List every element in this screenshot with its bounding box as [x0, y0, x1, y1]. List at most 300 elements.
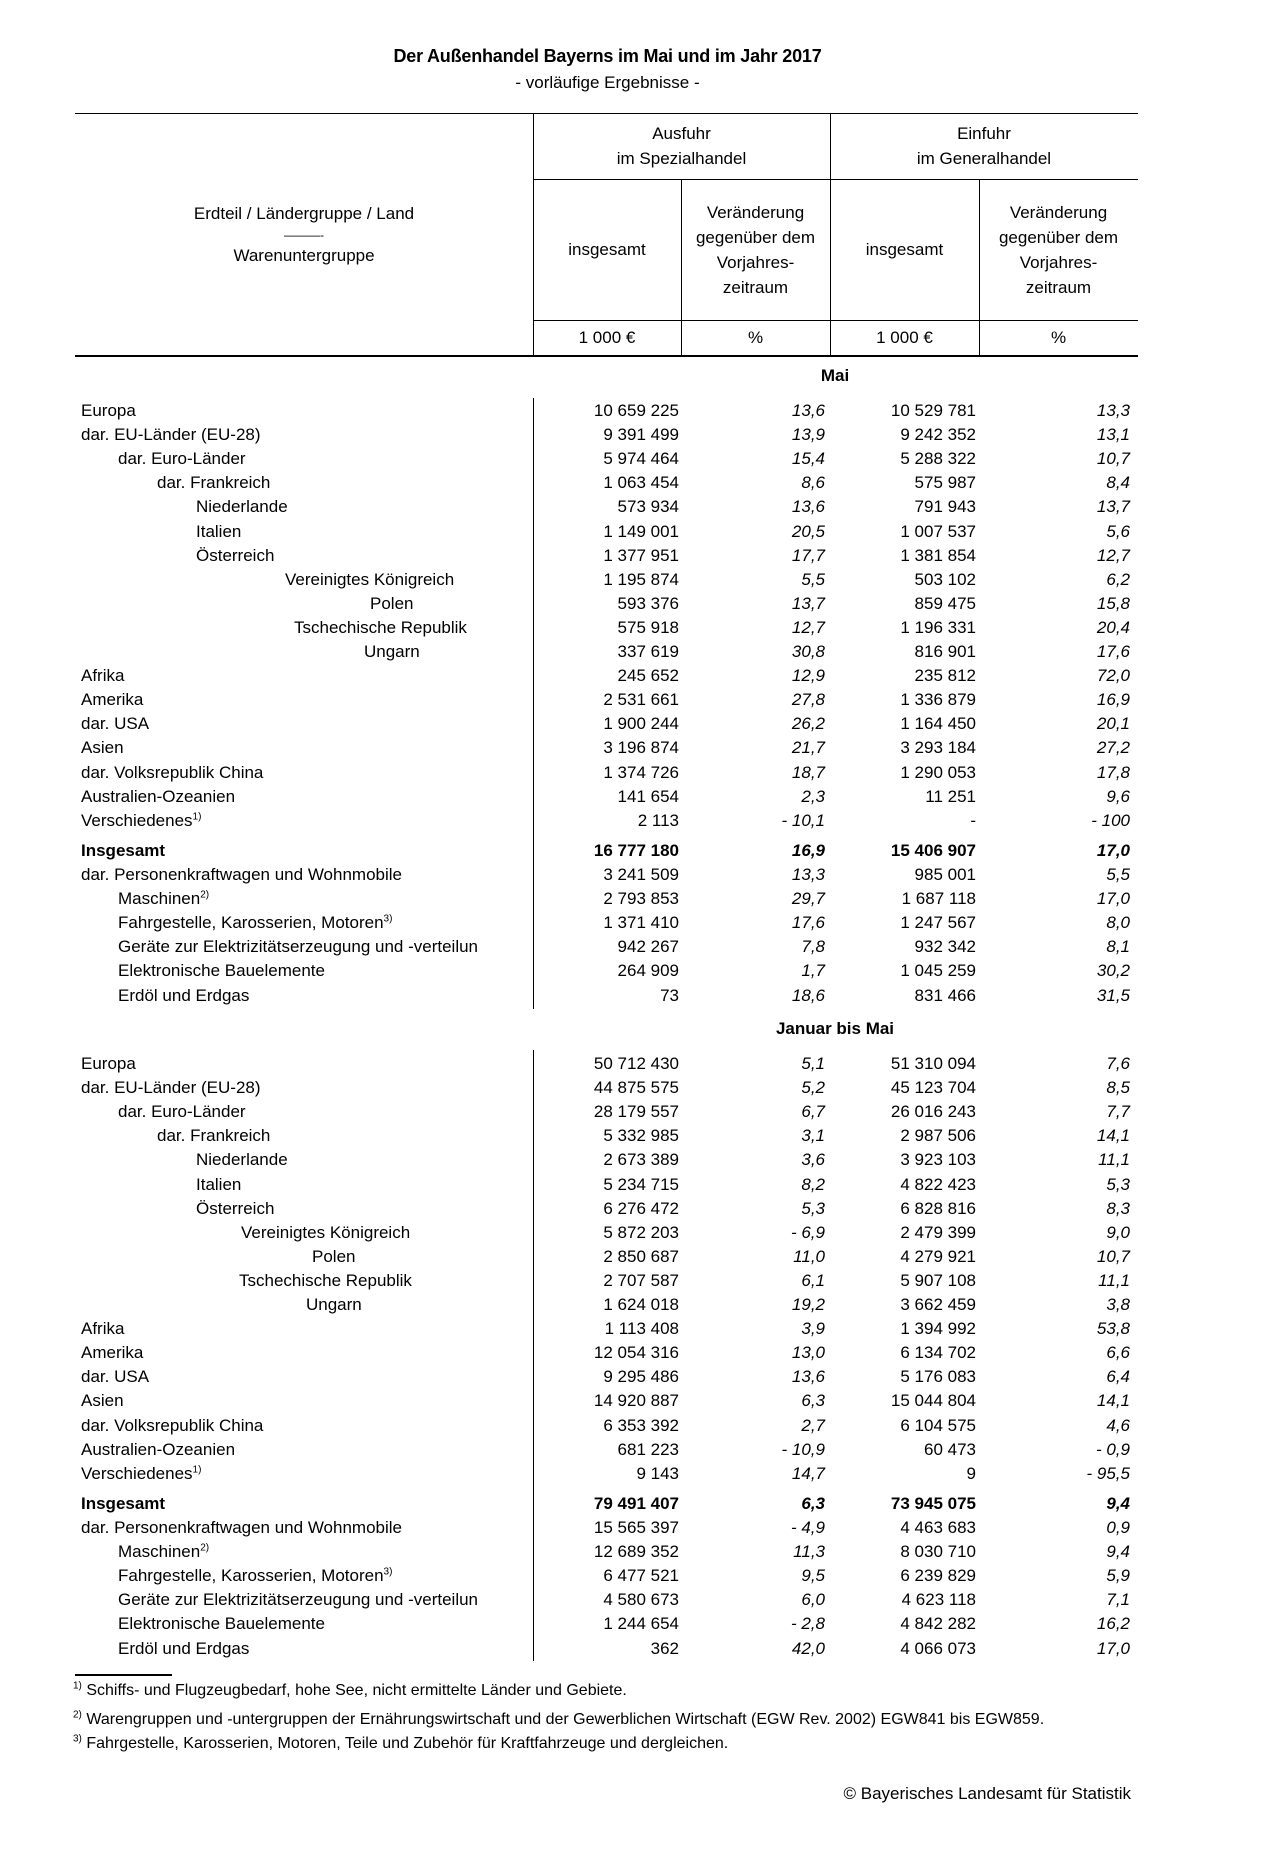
- export-value: 3 241 509: [603, 865, 679, 884]
- export-total-header: [533, 179, 681, 320]
- row-label: [81, 1341, 143, 1365]
- goods-row: [0, 1588, 1282, 1612]
- row-label: [81, 688, 143, 712]
- import-change-value: 10,7: [1096, 449, 1130, 468]
- row-label: [81, 761, 263, 785]
- row-label: [157, 1124, 270, 1148]
- table-row: [0, 761, 1282, 785]
- import-value: 503 102: [914, 570, 976, 589]
- import-value: 1 394 992: [900, 1319, 976, 1338]
- row-label-text: dar. USA: [81, 714, 150, 733]
- row-label-text: Australien-Ozeanien: [81, 1440, 236, 1459]
- table-row: [0, 688, 1282, 712]
- export-value: 337 619: [617, 642, 679, 661]
- row-label-text: Erdöl und Erdgas: [118, 986, 250, 1005]
- import-value: 932 342: [914, 937, 976, 956]
- row-label-header: [75, 190, 533, 280]
- export-value: 2 850 687: [603, 1247, 679, 1266]
- export-value: 1 371 410: [603, 913, 679, 932]
- export-value: 245 652: [617, 666, 679, 685]
- export-value: 1 377 951: [603, 546, 679, 565]
- export-change-value: 6,3: [801, 1391, 825, 1410]
- row-label-text: dar. Personenkraftwagen und Wohnmobile: [81, 865, 402, 884]
- export-value: 9 391 499: [603, 425, 679, 444]
- row-label: [81, 839, 165, 863]
- export-change-value: 20,5: [791, 522, 825, 541]
- row-label: [81, 712, 149, 736]
- row-label: [81, 1389, 124, 1413]
- goods-row: [0, 1564, 1282, 1588]
- export-change-value: 3,9: [801, 1319, 825, 1338]
- export-change-value: 2,3: [801, 787, 825, 806]
- export-value: 2 531 661: [603, 690, 679, 709]
- export-value: 50 712 430: [593, 1054, 679, 1073]
- import-change-value: 6,4: [1106, 1367, 1130, 1386]
- row-label: [81, 863, 402, 887]
- export-value: 28 179 557: [593, 1102, 679, 1121]
- import-change-value: 8,0: [1106, 913, 1130, 932]
- row-label-text: Amerika: [81, 1343, 144, 1362]
- row-label: [81, 1052, 136, 1076]
- table-row: [0, 399, 1282, 423]
- goods-row: [0, 984, 1282, 1008]
- row-label-text: dar. Euro-Länder: [118, 1102, 246, 1121]
- row-label: [118, 911, 392, 935]
- import-value: 575 987: [914, 473, 976, 492]
- import-value: 3 923 103: [900, 1150, 976, 1169]
- import-value: 985 001: [914, 865, 976, 884]
- import-value: 4 822 423: [900, 1175, 976, 1194]
- table-row: [0, 1197, 1282, 1221]
- import-group-header: [830, 113, 1138, 179]
- row-label: [81, 1462, 201, 1486]
- import-change-value: 16,9: [1096, 690, 1130, 709]
- row-label-text: Elektronische Bauelemente: [118, 961, 325, 980]
- row-label-text: dar. Volksrepublik China: [81, 763, 264, 782]
- row-label: [312, 1245, 355, 1269]
- footnote-ref: 2): [200, 889, 210, 901]
- row-label: [81, 1516, 402, 1540]
- export-value: 4 580 673: [603, 1590, 679, 1609]
- import-change-value: 9,0: [1106, 1223, 1130, 1242]
- total-row: [0, 1492, 1282, 1516]
- export-group-line2: im Spezialhandel: [616, 149, 747, 168]
- export-change-value: 29,7: [791, 889, 825, 908]
- import-change-value: 9,6: [1106, 787, 1130, 806]
- footnote-ref: 3): [383, 913, 393, 925]
- import-change-value: 9,4: [1106, 1494, 1130, 1513]
- import-value: 9: [966, 1464, 976, 1483]
- row-label-text: Australien-Ozeanien: [81, 787, 236, 806]
- export-change-value: 5,1: [801, 1054, 825, 1073]
- import-change-value: 72,0: [1096, 666, 1130, 685]
- import-change-value: 30,2: [1096, 961, 1130, 980]
- import-value: 1 687 118: [901, 889, 976, 908]
- table-row: [0, 447, 1282, 471]
- import-change-value: 3,8: [1106, 1295, 1130, 1314]
- row-label: [118, 1588, 478, 1612]
- export-change-value: 13,9: [791, 425, 825, 444]
- document-title: Der Außenhandel Bayerns im Mai und im Jahr 2017: [393, 46, 822, 66]
- import-change-value: - 100: [1091, 811, 1130, 830]
- row-label: [81, 1365, 149, 1389]
- change-line4: zeitraum: [1025, 277, 1092, 297]
- import-value: 1 007 537: [900, 522, 976, 541]
- table-row: [0, 1341, 1282, 1365]
- import-value: 1 247 567: [900, 913, 976, 932]
- footnote-rule: [75, 1674, 172, 1676]
- row-label: [81, 1317, 124, 1341]
- table-row: [0, 1245, 1282, 1269]
- document-subtitle: - vorläufige Ergebnisse -: [515, 73, 700, 92]
- export-value: 681 223: [617, 1440, 679, 1459]
- goods-row: [0, 959, 1282, 983]
- import-value: 45 123 704: [890, 1078, 976, 1097]
- row-label-text: Vereinigtes Königreich: [241, 1223, 411, 1242]
- row-label-text: dar. EU-Länder (EU-28): [81, 1078, 261, 1097]
- export-value: 9 295 486: [603, 1367, 679, 1386]
- export-group-header: [533, 113, 830, 179]
- import-value: 2 987 506: [900, 1126, 976, 1145]
- import-value: 4 279 921: [900, 1247, 976, 1266]
- import-value: 4 623 118: [901, 1590, 976, 1609]
- goods-row: [0, 1540, 1282, 1564]
- import-change-value: - 0,9: [1095, 1440, 1130, 1459]
- export-change-value: 5,3: [801, 1199, 825, 1218]
- import-change-value: 17,0: [1096, 841, 1130, 860]
- import-change-value: 8,1: [1106, 937, 1130, 956]
- export-change-value: 42,0: [791, 1639, 825, 1658]
- footnote-1-text: Schiffs- und Flugzeugbedarf, hohe See, nicht ermittelte Länder und Gebiete.: [81, 1682, 627, 1699]
- row-label-text: dar. Volksrepublik China: [81, 1416, 264, 1435]
- row-label: [294, 616, 467, 640]
- row-label: [118, 1540, 209, 1564]
- row-label: [306, 1293, 362, 1317]
- export-value: 10 659 225: [593, 401, 679, 420]
- import-change-value: 13,7: [1096, 497, 1130, 516]
- table-row: [0, 736, 1282, 760]
- row-label-header-line2: Warenuntergruppe: [233, 246, 375, 265]
- table-row: [0, 1221, 1282, 1245]
- import-value: 816 901: [914, 642, 976, 661]
- import-value: 6 828 816: [900, 1199, 976, 1218]
- row-label-text: Vereinigtes Königreich: [285, 570, 455, 589]
- export-change-value: - 10,1: [781, 811, 825, 830]
- export-change-value: 11,3: [793, 1542, 825, 1561]
- row-label-text: Niederlande: [196, 1150, 288, 1169]
- row-label-text: Erdöl und Erdgas: [118, 1639, 250, 1658]
- import-value: 8 030 710: [900, 1542, 976, 1561]
- import-change-value: 5,9: [1106, 1566, 1130, 1585]
- change-line1: Veränderung: [706, 202, 805, 222]
- row-label: [118, 959, 325, 983]
- row-label: [81, 736, 124, 760]
- import-change-value: 5,3: [1106, 1175, 1130, 1194]
- footnote-3-text: Fahrgestelle, Karosserien, Motoren, Teile und Zubehör für Kraftfahrzeuge und dergleichen.: [81, 1735, 729, 1752]
- footnote-2: [73, 1711, 1044, 1729]
- export-value: 1 063 454: [603, 473, 679, 492]
- table-row: [0, 809, 1282, 833]
- row-label-text: Italien: [196, 522, 242, 541]
- table-row: [0, 1076, 1282, 1100]
- table-row: [0, 1365, 1282, 1389]
- export-value: 15 565 397: [593, 1518, 679, 1537]
- row-label-text: Ungarn: [306, 1295, 362, 1314]
- row-label-header-line1: Erdteil / Ländergruppe / Land: [193, 204, 415, 223]
- export-change-value: 19,2: [791, 1295, 825, 1314]
- import-change-value: - 95,5: [1086, 1464, 1130, 1483]
- row-label: [81, 1076, 261, 1100]
- row-label: [81, 809, 201, 833]
- export-value: 16 777 180: [593, 841, 679, 860]
- row-label-text: Fahrgestelle, Karosserien, Motoren: [118, 913, 384, 932]
- import-value: 51 310 094: [890, 1054, 976, 1073]
- import-change-value: 15,8: [1096, 594, 1130, 613]
- export-value: 5 234 715: [603, 1175, 679, 1194]
- import-change-value: 17,8: [1096, 763, 1130, 782]
- footnote-ref: 1): [192, 1464, 202, 1476]
- import-value: 3 662 459: [900, 1295, 976, 1314]
- total-row: [0, 839, 1282, 863]
- footnote-ref: 2): [200, 1542, 210, 1554]
- export-value: 5 332 985: [603, 1126, 679, 1145]
- table-row: [0, 471, 1282, 495]
- export-change-value: 13,3: [791, 865, 825, 884]
- export-value: 575 918: [617, 618, 679, 637]
- export-change-value: 13,6: [791, 1367, 825, 1386]
- row-label-text: Asien: [81, 1391, 124, 1410]
- export-value: 6 477 521: [603, 1566, 679, 1585]
- export-value: 1 374 726: [603, 763, 679, 782]
- row-label: [364, 640, 420, 664]
- row-label-text: dar. Frankreich: [157, 1126, 271, 1145]
- export-value: 2 793 853: [603, 889, 679, 908]
- row-label-text: Insgesamt: [81, 1494, 166, 1513]
- row-label-text: Italien: [196, 1175, 242, 1194]
- copyright-notice: © Bayerisches Landesamt für Statistik: [843, 1784, 1131, 1803]
- export-change-value: 6,7: [801, 1102, 825, 1121]
- row-label: [81, 423, 261, 447]
- import-change-value: 17,0: [1096, 889, 1130, 908]
- export-change-value: 1,7: [801, 961, 825, 980]
- import-change-value: 53,8: [1096, 1319, 1130, 1338]
- row-label: [118, 447, 246, 471]
- row-label-text: Elektronische Bauelemente: [118, 1614, 325, 1633]
- table-row: [0, 520, 1282, 544]
- import-change-value: 27,2: [1096, 738, 1130, 757]
- section-title: Mai: [820, 366, 850, 385]
- footnote-3-mark: 3): [73, 1733, 82, 1745]
- import-change-value: 8,3: [1106, 1199, 1130, 1218]
- import-value: 831 466: [914, 986, 976, 1005]
- row-label: [118, 887, 209, 911]
- import-change-value: 5,5: [1106, 865, 1130, 884]
- export-value: 141 654: [617, 787, 679, 806]
- import-value: 26 016 243: [890, 1102, 976, 1121]
- export-change-value: 26,2: [791, 714, 825, 733]
- row-label: [370, 592, 413, 616]
- row-label: [118, 1612, 325, 1636]
- export-value: 1 624 018: [603, 1295, 679, 1314]
- footnote-1-mark: 1): [73, 1680, 82, 1692]
- row-label-text: dar. Euro-Länder: [118, 449, 246, 468]
- row-label: [118, 1100, 246, 1124]
- import-change-value: 8,5: [1106, 1078, 1130, 1097]
- row-label: [81, 664, 124, 688]
- export-change-value: 14,7: [791, 1464, 825, 1483]
- row-label: [157, 471, 270, 495]
- import-value: 1 381 854: [900, 546, 976, 565]
- export-value: 1 195 874: [603, 570, 679, 589]
- export-change-value: 13,0: [791, 1343, 825, 1362]
- footnote-1: [73, 1682, 627, 1700]
- export-change-value: 2,7: [801, 1416, 825, 1435]
- export-value: 73: [660, 986, 679, 1005]
- import-change-value: 14,1: [1096, 1126, 1130, 1145]
- import-value: 1 164 450: [900, 714, 976, 733]
- row-label-header-sep: ———-: [284, 228, 324, 242]
- import-value: 4 463 683: [900, 1518, 976, 1537]
- import-change-value: 31,5: [1096, 986, 1130, 1005]
- export-change-value: 8,2: [801, 1175, 825, 1194]
- import-value: 5 907 108: [900, 1271, 976, 1290]
- row-label-text: Verschiedenes: [81, 1464, 193, 1483]
- row-label-text: Verschiedenes: [81, 811, 193, 830]
- export-value: 942 267: [617, 937, 679, 956]
- export-change-value: - 4,9: [790, 1518, 825, 1537]
- import-change-value: 4,6: [1106, 1416, 1130, 1435]
- import-change-value: 11,1: [1098, 1150, 1130, 1169]
- import-value: 6 134 702: [900, 1343, 976, 1362]
- import-change-value: 20,1: [1096, 714, 1130, 733]
- import-group-line2: im Generalhandel: [916, 149, 1052, 168]
- row-label: [118, 1637, 249, 1661]
- export-value: 1 149 001: [603, 522, 679, 541]
- import-value: 1 045 259: [900, 961, 976, 980]
- import-change-value: 7,1: [1106, 1590, 1130, 1609]
- export-change-value: 8,6: [801, 473, 825, 492]
- row-label-text: Maschinen: [118, 1542, 201, 1561]
- row-label: [239, 1269, 412, 1293]
- section-title: Januar bis Mai: [775, 1019, 895, 1038]
- import-change-value: 8,4: [1106, 473, 1130, 492]
- import-change-value: 7,6: [1106, 1054, 1130, 1073]
- export-value: 1 113 408: [604, 1319, 679, 1338]
- change-line4: zeitraum: [722, 277, 789, 297]
- row-label-text: dar. Frankreich: [157, 473, 271, 492]
- table-row: [0, 785, 1282, 809]
- export-change-value: 17,6: [791, 913, 825, 932]
- export-change-value: 7,8: [801, 937, 825, 956]
- export-value: 1 244 654: [603, 1614, 679, 1633]
- goods-row: [0, 863, 1282, 887]
- export-unit: 1 000 €: [578, 328, 636, 347]
- table-row: [0, 1414, 1282, 1438]
- row-label: [118, 984, 249, 1008]
- row-label-text: Österreich: [196, 1199, 275, 1218]
- change-line3: Vorjahres-: [1019, 252, 1098, 272]
- goods-row: [0, 887, 1282, 911]
- row-label: [81, 1438, 235, 1462]
- export-change-value: 13,7: [791, 594, 825, 613]
- row-label: [196, 1148, 288, 1172]
- import-group-line1: Einfuhr: [957, 124, 1011, 143]
- import-change-value: 13,1: [1096, 425, 1130, 444]
- table-row: [0, 495, 1282, 519]
- row-label-text: dar. EU-Länder (EU-28): [81, 425, 261, 444]
- export-value: 44 875 575: [593, 1078, 679, 1097]
- export-change-value: 12,7: [791, 618, 825, 637]
- row-label-text: Tschechische Republik: [294, 618, 467, 637]
- import-value: 11 251: [925, 787, 976, 806]
- row-label-text: Amerika: [81, 690, 144, 709]
- table-row: [0, 1100, 1282, 1124]
- export-total-label: insgesamt: [568, 240, 646, 259]
- row-label: [81, 1414, 263, 1438]
- export-change-value: - 10,9: [781, 1440, 825, 1459]
- import-change-value: 16,2: [1096, 1614, 1130, 1633]
- import-change-value: 6,2: [1106, 570, 1130, 589]
- import-value: 4 842 282: [900, 1614, 976, 1633]
- export-value: 12 689 352: [593, 1542, 679, 1561]
- row-label-text: Europa: [81, 401, 136, 420]
- import-unit: 1 000 €: [876, 328, 933, 347]
- table-row: [0, 1124, 1282, 1148]
- import-change-value: 10,7: [1096, 1247, 1130, 1266]
- export-change-value: - 6,9: [790, 1223, 825, 1242]
- export-value: 362: [650, 1639, 679, 1658]
- import-value: 2 479 399: [900, 1223, 976, 1242]
- export-value: 573 934: [617, 497, 679, 516]
- export-change-value: 11,0: [793, 1247, 825, 1266]
- export-change-value: 5,5: [801, 570, 825, 589]
- export-change-value: 3,6: [801, 1150, 825, 1169]
- table-row: [0, 640, 1282, 664]
- table-row: [0, 1293, 1282, 1317]
- row-label: [196, 495, 288, 519]
- row-label: [118, 935, 478, 959]
- import-value: 5 176 083: [900, 1367, 976, 1386]
- change-line2: gegenüber dem: [998, 227, 1119, 247]
- footnote-ref: 3): [383, 1566, 393, 1578]
- table-row: [0, 1148, 1282, 1172]
- goods-row: [0, 935, 1282, 959]
- export-change-value: 18,6: [791, 986, 825, 1005]
- export-change-value: 13,6: [791, 497, 825, 516]
- import-value: 1 290 053: [900, 763, 976, 782]
- import-change-value: 17,6: [1096, 642, 1130, 661]
- export-change-value: 6,3: [801, 1494, 825, 1513]
- export-value: 9 143: [636, 1464, 679, 1483]
- import-value: 15 406 907: [890, 841, 976, 860]
- row-label: [196, 520, 241, 544]
- export-change-value: 3,1: [801, 1126, 825, 1145]
- table-row: [0, 423, 1282, 447]
- row-label: [118, 1564, 392, 1588]
- export-value: 6 353 392: [603, 1416, 679, 1435]
- change-line2: gegenüber dem: [695, 227, 816, 247]
- export-change-value: 18,7: [791, 763, 825, 782]
- import-value: 1 336 879: [900, 690, 976, 709]
- import-value: 60 473: [924, 1440, 976, 1459]
- table-row: [0, 1438, 1282, 1462]
- export-value: 593 376: [617, 594, 679, 613]
- export-value: 1 900 244: [603, 714, 679, 733]
- row-label-text: Insgesamt: [81, 841, 166, 860]
- table-row: [0, 568, 1282, 592]
- export-value: 79 491 407: [593, 1494, 679, 1513]
- footnote-2-text: Warengruppen und -untergruppen der Ernährungswirtschaft und der Gewerblichen Wirtschaft (EGW Rev. 2002) EGW841 bis EGW859.: [81, 1711, 1045, 1728]
